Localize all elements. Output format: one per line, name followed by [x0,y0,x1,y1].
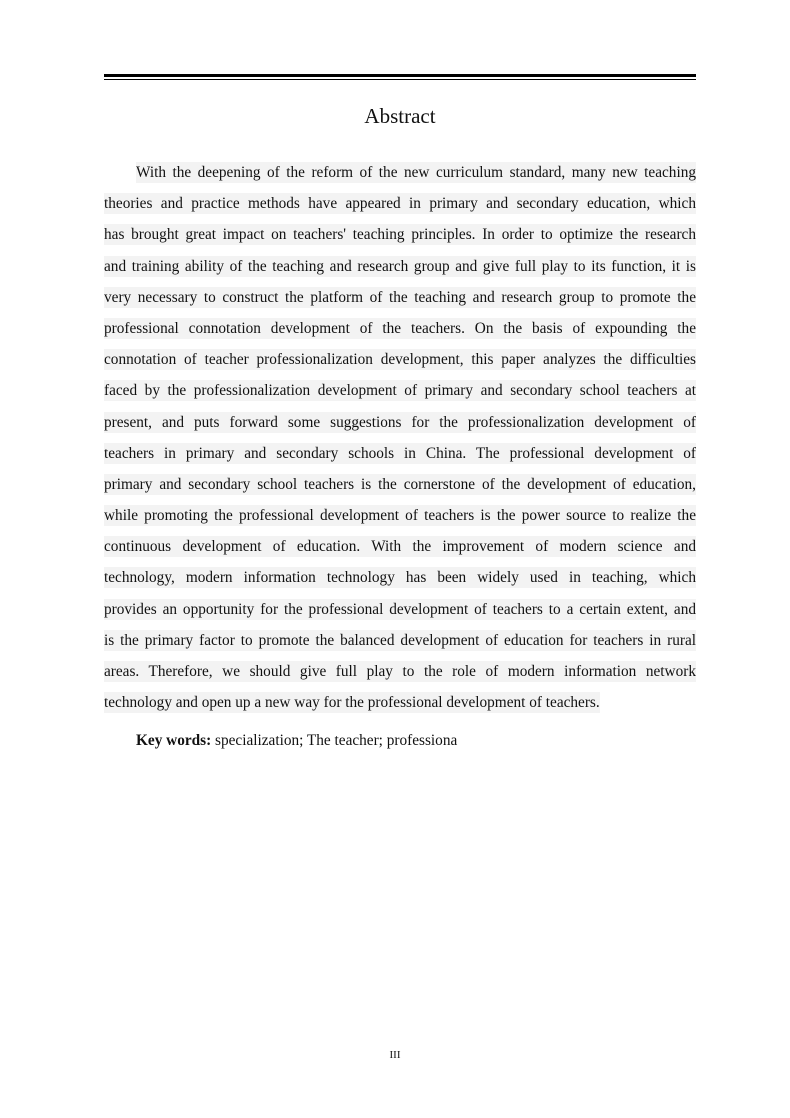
header-rule-thick [104,74,696,77]
abstract-line: connotation of teacher professionalization development, this paper analyzes the difficulties [104,351,696,369]
abstract-line: continuous development of education. With the improvement of modern science and [104,538,696,556]
abstract-line: teachers in primary and secondary schools in China. The professional development of [104,444,696,462]
abstract-line: provides an opportunity for the professional development of teachers to a certain extent, and [104,600,696,618]
abstract-line: technology, modern information technology has been widely used in teaching, which [104,569,696,587]
abstract-line: and training ability of the teaching and research group and give full play to its function, it is [104,257,696,275]
page-number: III [389,1049,401,1061]
abstract-line: areas. Therefore, we should give full play to the role of modern information network [104,663,696,680]
keywords [136,730,457,752]
abstract-body [104,157,696,718]
abstract-line: is the primary factor to promote the balanced development of education for teachers in rural [104,631,696,649]
abstract-line: professional connotation development of the teachers. On the basis of expounding the [104,319,696,337]
keywords-label: Key words: [136,732,212,749]
header-rule-thin [104,79,696,80]
abstract-line: very necessary to construct the platform of the teaching and research group to promote the [104,288,696,306]
abstract-line: while promoting the professional development of teachers is the power source to realize the [104,507,696,525]
keywords-value: specialization; The teacher; professiona [215,732,458,749]
abstract-line: present, and puts forward some suggestions for the professionalization development of [104,413,696,431]
abstract-line: theories and practice methods have appeared in primary and secondary education, which [104,195,696,213]
abstract-line: With the deepening of the reform of the new curriculum standard, many new teaching [136,164,696,181]
abstract-line: technology and open up a new way for the professional development of teachers. [104,694,600,712]
abstract-line: faced by the professionalization development of primary and secondary school teachers at [104,382,696,400]
abstract-line: has brought great impact on teachers' teaching principles. In order to optimize the research [104,226,696,244]
abstract-line: primary and secondary school teachers is the cornerstone of the development of education, [104,475,696,493]
abstract-title: Abstract [364,104,436,128]
